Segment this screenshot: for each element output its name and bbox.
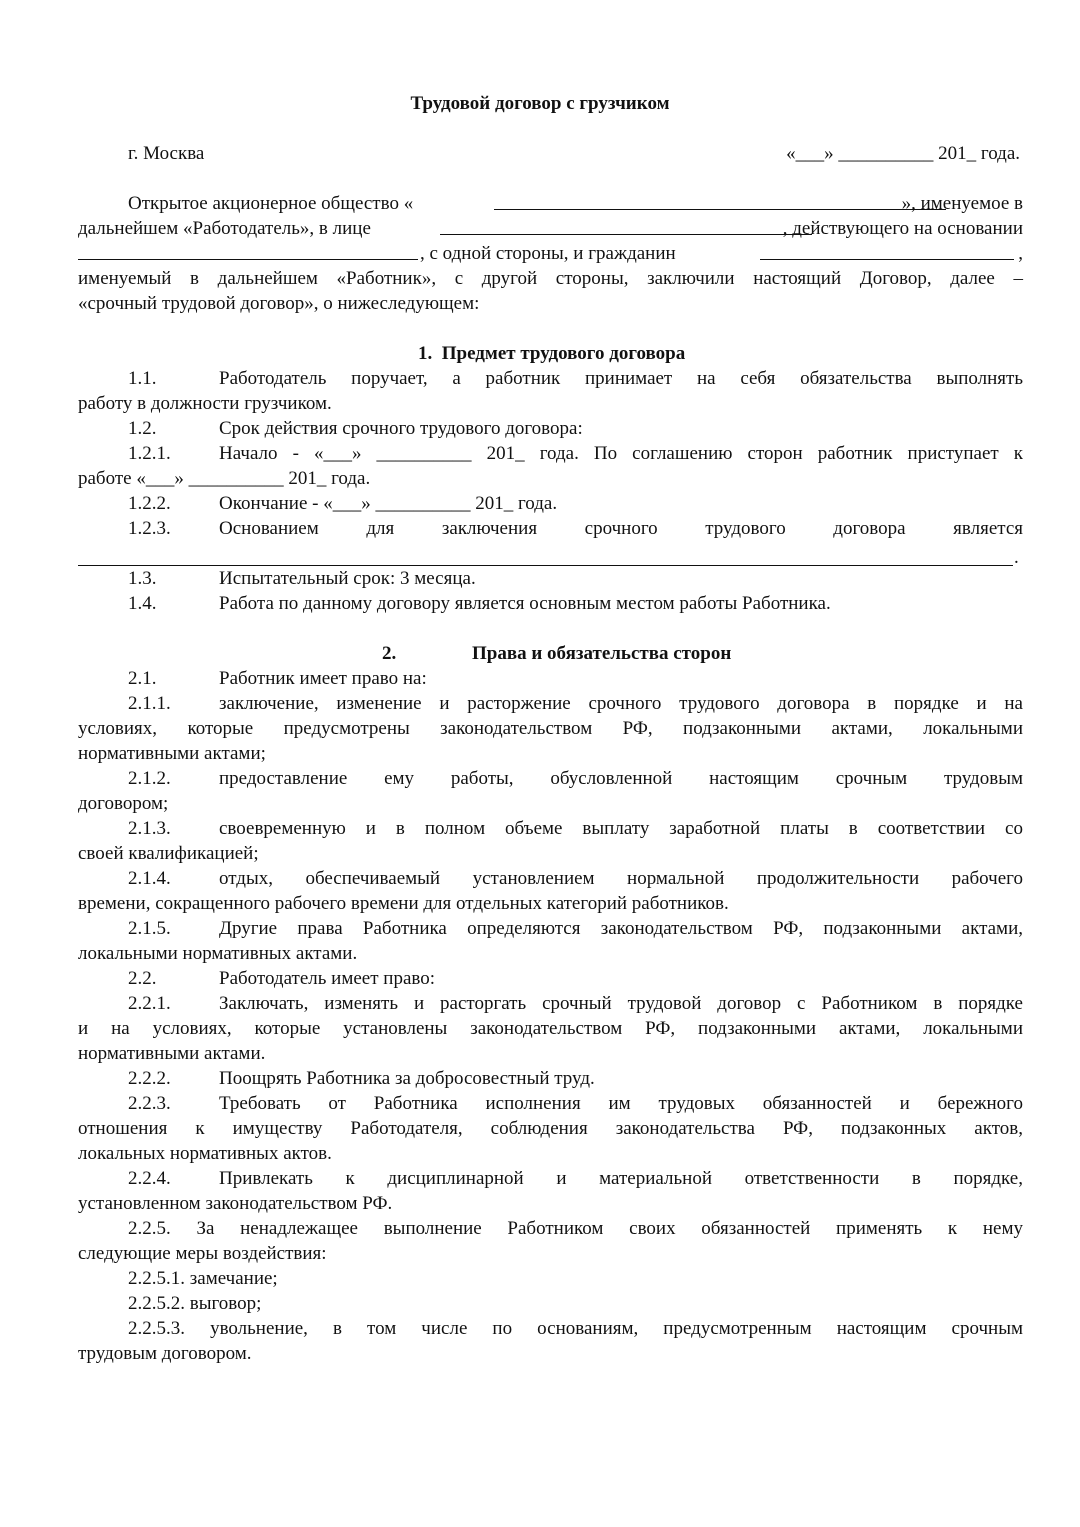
section-2-number: 2. xyxy=(382,643,397,664)
preamble-line-5: «срочный трудовой договор», о нижеследующем: xyxy=(78,293,480,314)
clause-2-1-5: 2.1.5. Другие права Работника определяются законодательством РФ, подзаконными актами, xyxy=(128,918,1023,939)
clause-2-2-5-2: 2.2.5.2. выговор; xyxy=(128,1293,262,1314)
clause-1-2-3: 1.2.3. Основанием для заключения срочного трудового договора является xyxy=(128,518,1023,539)
clause-2-1-2: 2.1.2. предоставление ему работы, обусловленной настоящим срочным трудовым xyxy=(128,768,1023,789)
preamble-line-1: Открытое акционерное общество « », именуемое в xyxy=(128,193,1023,214)
city: г. Москва xyxy=(128,143,205,164)
clause-2-1-1: 2.1.1. заключение, изменение и расторжение срочного трудового договора в порядке и на xyxy=(128,693,1023,714)
clause-1-2-1: 1.2.1. Начало - «___» __________ 201_ года. По соглашению сторон работник приступает к xyxy=(128,443,1023,464)
preamble-line-3: , с одной стороны, и гражданин , xyxy=(78,241,1023,266)
clause-2-2-5-3: 2.2.5.3. увольнение, в том числе по основаниям, предусмотренным настоящим срочным xyxy=(128,1318,1023,1339)
clause-2-2-1: 2.2.1. Заключать, изменять и расторгать срочный трудовой договор с Работником в порядке xyxy=(128,993,1023,1014)
clause-1-2: 1.2. Срок действия срочного трудового договора: xyxy=(128,418,583,439)
clause-2-2: 2.2. Работодатель имеет право: xyxy=(128,968,435,989)
company-name-blank xyxy=(494,191,946,210)
preamble-line-4: именуемый в дальнейшем «Работник», с другой стороны, заключили настоящий Договор, далее – xyxy=(78,268,1023,289)
citizen-name-blank xyxy=(760,241,1014,260)
clause-1-1: 1.1. Работодатель поручает, а работник принимает на себя обязательства выполнять xyxy=(128,368,1023,389)
clause-1-3: 1.3. Испытательный срок: 3 месяца. xyxy=(128,568,476,589)
clause-1-2-2: 1.2.2. Окончание - «___» __________ 201_ года. xyxy=(128,493,558,514)
preamble-line-2: дальнейшем «Работодатель», в лице , действующего на основании xyxy=(78,218,1023,239)
clause-1-4: 1.4. Работа по данному договору является основным местом работы Работника. xyxy=(128,593,831,614)
contract-page: Трудовой договор с грузчиком г. Москва «___» __________ 201_ года. Открытое акционерное общество « », именуемое в дальнейшем «Работодатель», в лице , действующего на основании , с одной стороны, и гражданин , именуемый в дальнейшем «Работник», с другой стороны, заключили настоящий Договор, далее – «срочный трудовой договор», о нижеследующем: 1. Предмет трудового договора 1.1. Работодатель поручает, а работник принимает на себя обязательства выполнять работу в должности грузчиком. 1.2. Срок действия срочного трудового договора: 1.2.1. Начало - «___» __________ 201_ года. По соглашению сторон работник приступает к работе «___» __________ 201_ года. 1.2.2. Окончание - «___» __________ 201_ года. 1.2.3. Основанием для заключения срочного трудового договора является . 1.3. Испытательный срок: 3 месяца. 1.4. Работа по данному договору является основным местом работы Работника. 2. Права и обязательства сторон 2.1. Работник имеет право на: 2.1.1. заключение, изменение и расторжение срочного трудового договора в порядке и на условиях, которые предусмотрены законодательством РФ, подзаконными актами, локальными нормативными актами; 2.1.2. предоставление ему работы, обусловленной настоящим срочным трудовым договором; 2.1.3. своевременную и в полном объеме выплату заработной платы в соответствии со своей квалификацией; 2.1.4. отдых, обеспечиваемый установлением нормальной продолжительности рабочего времени, сокращенного рабочего времени для отдельных категорий работников. 2.1.5. Другие права Работника определяются законодательством РФ, подзаконными актами, локальными нормативных актами. 2.2. Работодатель имеет право: 2.2.1. Заключать, изменять и расторгать срочный трудовой договор с Работником в порядке и на условиях, которые установлены законодательством РФ, подзаконными актами, локальными нормативными актами. 2.2.2. Поощрять Работника за добросовестный труд. 2.2.3. Требовать от Работника исполнения им трудовых обязанностей и бережного отношения к имуществу Работодателя, соблюдения законодательства РФ, подзаконных актов, локальных нормативных актов. 2.2.4. Привлекать к дисциплинарной и материальной ответственности в порядке, установленном законодательством РФ. 2.2.5. За ненадлежащее выполнение Работником своих обязанностей применять к нему следующие меры воздействия: 2.2.5.1. замечание; 2.2.5.2. выговор; 2.2.5.3. увольнение, в том числе по основаниям, предусмотренным настоящим срочным трудовым договором. xyxy=(0,0,1080,1527)
clause-2-2-5: 2.2.5. За ненадлежащее выполнение Работником своих обязанностей применять к нему xyxy=(128,1218,1023,1239)
document-title: Трудовой договор с грузчиком xyxy=(410,93,670,114)
date-line: «___» __________ 201_ года. xyxy=(786,143,1020,164)
clause-2-2-2: 2.2.2. Поощрять Работника за добросовестный труд. xyxy=(128,1068,595,1089)
clause-2-2-3: 2.2.3. Требовать от Работника исполнения им трудовых обязанностей и бережного xyxy=(128,1093,1023,1114)
clause-2-1-3: 2.1.3. своевременную и в полном объеме выплату заработной платы в соответствии со xyxy=(128,818,1023,839)
section-1-heading: 1. Предмет трудового договора xyxy=(418,343,686,364)
clause-2-2-4: 2.2.4. Привлекать к дисциплинарной и материальной ответственности в порядке, xyxy=(128,1168,1023,1189)
clause-2-2-5-1: 2.2.5.1. замечание; xyxy=(128,1268,278,1289)
basis-blank xyxy=(78,241,418,260)
representative-blank xyxy=(440,216,812,235)
clause-2-1: 2.1. Работник имеет право на: xyxy=(128,668,427,689)
section-2-heading: Права и обязательства сторон xyxy=(472,643,732,664)
clause-2-1-4: 2.1.4. отдых, обеспечиваемый установлением нормальной продолжительности рабочего xyxy=(128,868,1023,889)
